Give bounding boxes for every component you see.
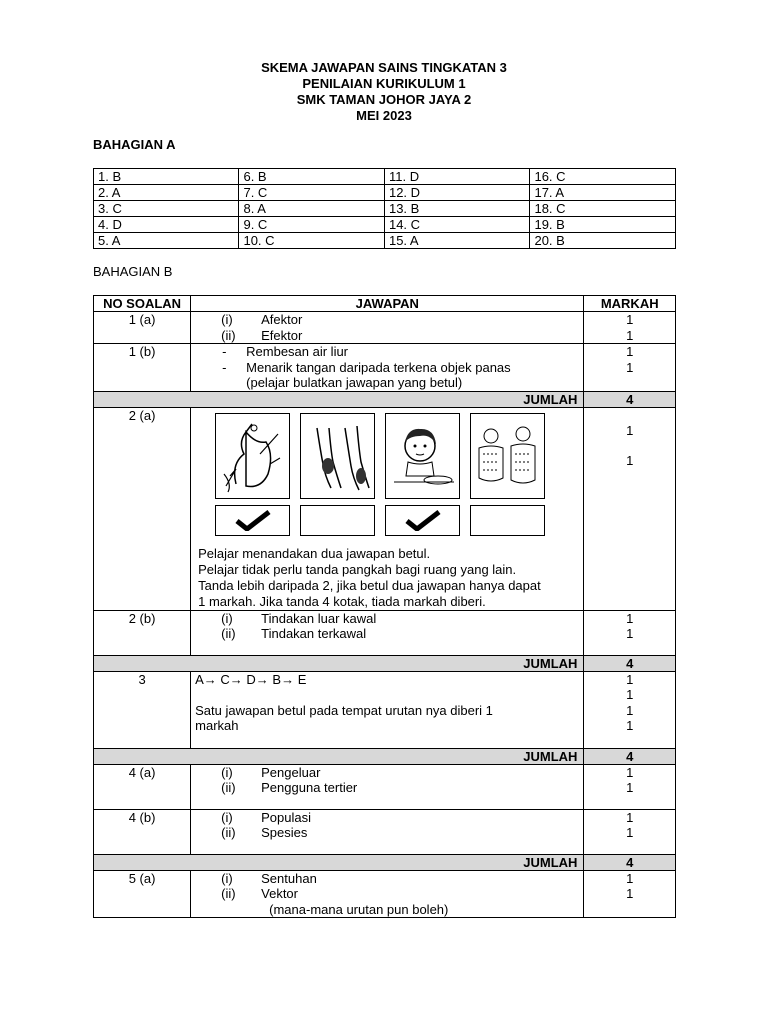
total-label: JUMLAH bbox=[94, 748, 584, 764]
total-value: 4 bbox=[584, 391, 676, 407]
roman-numeral: (ii) bbox=[221, 825, 236, 840]
answer-cell: 5. A bbox=[94, 233, 239, 249]
roman-numeral: (i) bbox=[221, 764, 233, 780]
answer-text: Tindakan terkawal bbox=[261, 626, 367, 641]
title-line-3: SMK TAMAN JOHOR JAYA 2 bbox=[296, 92, 472, 107]
mark-value: 1 bbox=[626, 610, 634, 626]
marking-note bbox=[198, 546, 579, 610]
total-row bbox=[94, 655, 676, 671]
answer-cell: 19. B bbox=[530, 217, 676, 233]
note-line: 1 markah. Jika tanda 4 kotak, tiada markah diberi. bbox=[198, 593, 486, 609]
roman-numeral: (ii) bbox=[221, 327, 236, 343]
document-title bbox=[0, 60, 768, 124]
table-row bbox=[94, 870, 676, 918]
answer-cell: 11. D bbox=[384, 169, 530, 185]
total-value: 4 bbox=[584, 655, 676, 671]
answer-box bbox=[385, 505, 460, 536]
mark-value: 1 bbox=[626, 671, 634, 687]
marks-cell bbox=[584, 407, 676, 610]
answer-cell bbox=[191, 764, 584, 809]
table-row bbox=[94, 764, 676, 809]
answer-cell: 17. A bbox=[530, 185, 676, 201]
table-row bbox=[94, 217, 676, 233]
answer-text: A→ C→ D→ B→ E bbox=[195, 671, 307, 687]
answer-cell: 12. D bbox=[384, 185, 530, 201]
animal-figure-image bbox=[215, 413, 290, 499]
answer-cell bbox=[191, 870, 584, 918]
total-value: 4 bbox=[584, 854, 676, 870]
answer-text: Populasi bbox=[261, 809, 312, 825]
title-line-1: SKEMA JAWAPAN SAINS TINGKATAN 3 bbox=[261, 60, 507, 75]
col-header-answer: JAWAPAN bbox=[191, 296, 584, 312]
mark-value: 1 bbox=[626, 764, 634, 780]
breathing-figure-image bbox=[470, 413, 545, 499]
mark-value: 1 bbox=[626, 870, 634, 886]
mark-value: 1 bbox=[626, 327, 634, 343]
table-row bbox=[94, 407, 676, 610]
mark-value: 1 bbox=[626, 359, 634, 375]
col-header-no: NO SOALAN bbox=[94, 296, 191, 312]
answer-cell: 14. C bbox=[384, 217, 530, 233]
answer-cell: 1. B bbox=[94, 169, 239, 185]
title-line-4: MEI 2023 bbox=[356, 108, 412, 123]
mark-value: 1 bbox=[626, 780, 634, 795]
roman-numeral: (ii) bbox=[221, 626, 236, 641]
marks-cell bbox=[584, 610, 676, 655]
answer-cell: 18. C bbox=[530, 201, 676, 217]
total-label: JUMLAH bbox=[94, 854, 584, 870]
mark-value: 1 bbox=[626, 825, 634, 840]
marks-cell bbox=[584, 312, 676, 344]
question-no: 1 (b) bbox=[94, 344, 191, 392]
question-no: 2 (b) bbox=[94, 610, 191, 655]
answer-note: (mana-mana urutan pun boleh) bbox=[269, 901, 449, 917]
table-row bbox=[94, 169, 676, 185]
roman-numeral: (ii) bbox=[221, 886, 236, 901]
total-label: JUMLAH bbox=[94, 655, 584, 671]
table-row bbox=[94, 312, 676, 344]
table-row bbox=[94, 185, 676, 201]
roman-numeral: (ii) bbox=[221, 780, 236, 795]
answer-cell bbox=[191, 312, 584, 344]
question-no: 4 (a) bbox=[94, 764, 191, 809]
mark-value: 1 bbox=[626, 687, 634, 702]
answer-text: Spesies bbox=[261, 825, 308, 840]
section-b-answer-table bbox=[93, 295, 676, 918]
mark-value: 1 bbox=[626, 422, 634, 438]
answer-cell: 20. B bbox=[530, 233, 676, 249]
answer-box bbox=[300, 505, 375, 536]
answer-cell bbox=[191, 344, 584, 392]
total-label: JUMLAH bbox=[94, 391, 584, 407]
table-row bbox=[94, 671, 676, 748]
table-row bbox=[94, 610, 676, 655]
roman-numeral: (i) bbox=[221, 312, 233, 327]
figure-row bbox=[215, 413, 579, 536]
answer-cell: 15. A bbox=[384, 233, 530, 249]
answer-text: Efektor bbox=[261, 327, 303, 343]
roman-numeral: (i) bbox=[221, 809, 233, 825]
marks-cell bbox=[584, 671, 676, 748]
total-row bbox=[94, 854, 676, 870]
mark-value: 1 bbox=[626, 453, 634, 468]
note-line: Tanda lebih daripada 2, jika betul dua jawapan hanya dapat bbox=[198, 577, 541, 593]
marks-cell bbox=[584, 344, 676, 392]
answer-cell: 8. A bbox=[239, 201, 385, 217]
note-line: Pelajar tidak perlu tanda pangkah bagi ruang yang lain. bbox=[198, 561, 517, 577]
bullet-dash: - bbox=[222, 344, 227, 359]
answer-text: Tindakan luar kawal bbox=[261, 610, 377, 626]
answer-text: Sentuhan bbox=[261, 870, 317, 886]
check-icon bbox=[403, 509, 443, 531]
section-a-heading: BAHAGIAN A bbox=[93, 137, 176, 152]
answer-cell bbox=[191, 610, 584, 655]
mark-value: 1 bbox=[626, 344, 634, 359]
answer-box bbox=[215, 505, 290, 536]
note-line: Pelajar menandakan dua jawapan betul. bbox=[198, 545, 431, 561]
table-row bbox=[94, 201, 676, 217]
mark-value: 1 bbox=[626, 718, 634, 733]
question-no: 1 (a) bbox=[94, 312, 191, 344]
peristalsis-figure-image bbox=[300, 413, 375, 499]
answer-text: Menarik tangan daripada terkena objek panas bbox=[246, 359, 511, 375]
marks-cell bbox=[584, 764, 676, 809]
mark-value: 1 bbox=[626, 809, 634, 825]
answer-text: Afektor bbox=[261, 312, 303, 327]
section-a-answer-table bbox=[93, 168, 676, 249]
table-row bbox=[94, 344, 676, 392]
question-no: 2 (a) bbox=[94, 407, 191, 610]
answer-cell: 7. C bbox=[239, 185, 385, 201]
marks-cell bbox=[584, 809, 676, 854]
marks-cell bbox=[584, 870, 676, 918]
total-row bbox=[94, 748, 676, 764]
table-row bbox=[94, 809, 676, 854]
col-header-marks: MARKAH bbox=[584, 296, 676, 312]
answer-cell: 2. A bbox=[94, 185, 239, 201]
mark-value: 1 bbox=[626, 626, 634, 641]
answer-cell bbox=[191, 407, 584, 610]
answer-cell: 3. C bbox=[94, 201, 239, 217]
answer-cell: 9. C bbox=[239, 217, 385, 233]
answer-cell bbox=[191, 809, 584, 854]
table-row bbox=[94, 233, 676, 249]
answer-box bbox=[470, 505, 545, 536]
question-no: 3 bbox=[94, 671, 191, 748]
answer-text: Satu jawapan betul pada tempat urutan nya diberi 1 bbox=[195, 702, 493, 718]
roman-numeral: (i) bbox=[221, 610, 233, 626]
answer-text: Rembesan air liur bbox=[246, 344, 349, 359]
table-header-row bbox=[94, 296, 676, 312]
answer-cell: 4. D bbox=[94, 217, 239, 233]
check-icon bbox=[233, 509, 273, 531]
bullet-dash: - bbox=[222, 359, 227, 375]
question-no: 4 (b) bbox=[94, 809, 191, 854]
title-line-2: PENILAIAN KURIKULUM 1 bbox=[302, 76, 466, 91]
answer-text: markah bbox=[195, 718, 239, 733]
total-row bbox=[94, 391, 676, 407]
answer-text: Pengeluar bbox=[261, 764, 321, 780]
question-no: 5 (a) bbox=[94, 870, 191, 918]
answer-note: (pelajar bulatkan jawapan yang betul) bbox=[246, 375, 463, 390]
child-eating-figure-image bbox=[385, 413, 460, 499]
answer-cell: 6. B bbox=[239, 169, 385, 185]
mark-value: 1 bbox=[626, 886, 634, 901]
total-value: 4 bbox=[584, 748, 676, 764]
answer-cell bbox=[191, 671, 584, 748]
answer-cell: 10. C bbox=[239, 233, 385, 249]
answer-cell: 13. B bbox=[384, 201, 530, 217]
section-b-heading: BAHAGIAN B bbox=[93, 264, 173, 279]
roman-numeral: (i) bbox=[221, 870, 233, 886]
mark-value: 1 bbox=[626, 702, 634, 718]
answer-cell: 16. C bbox=[530, 169, 676, 185]
answer-text: Pengguna tertier bbox=[261, 780, 358, 795]
mark-value: 1 bbox=[626, 312, 634, 327]
answer-text: Vektor bbox=[261, 886, 298, 901]
